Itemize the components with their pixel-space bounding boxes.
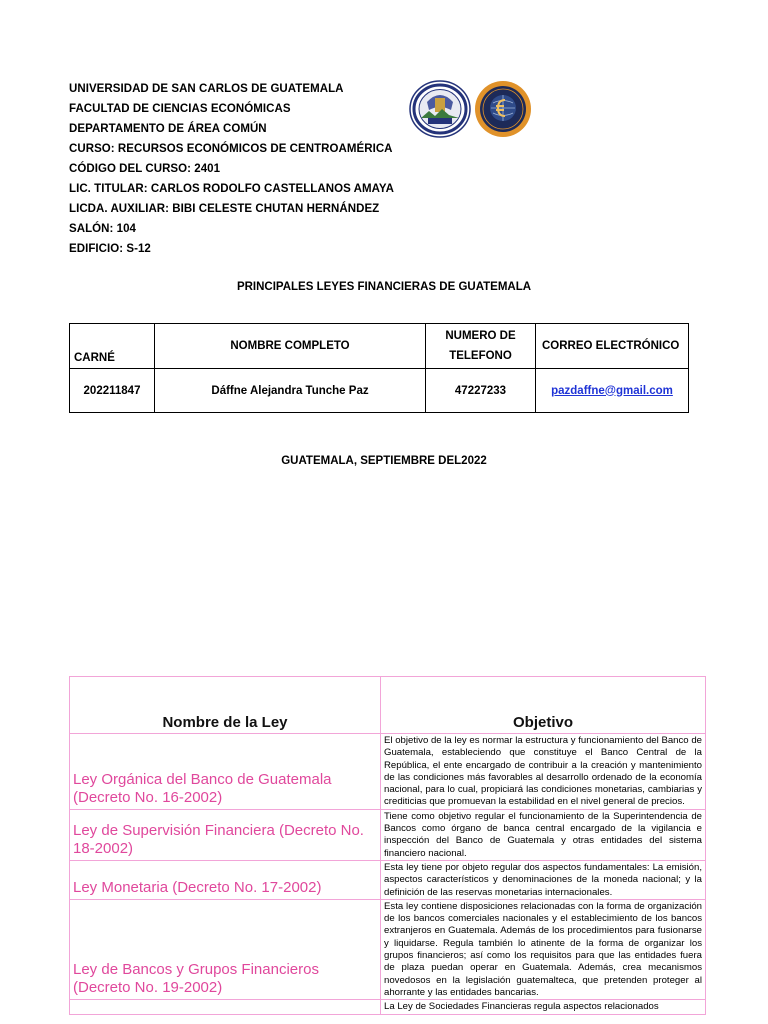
course-name: CURSO: RECURSOS ECONÓMICOS DE CENTROAMÉRICA (69, 143, 393, 155)
header-phone-line1: NUMERO DE (445, 330, 516, 342)
law-row (70, 809, 706, 860)
header-carne: CARNÉ (70, 324, 155, 369)
law-row (70, 860, 706, 899)
financial-laws-table (69, 676, 706, 1015)
law-objective: Esta ley contiene disposiciones relacionadas con la forma de organización de los bancos comerciales nacionales y el establecimiento de los bancos extranjeros en Guatemala. Además de los procedimientos para fusionarse y liquidarse. Regula también lo atinente de la forma de organizar los grupos financieros; así como los requisitos para que las entidades fuera de plaza puedan operar en Guatemala. Además, crea mecanismos novedosos en la legislación guatemalteca, que pretenden proteger al ahorrante y las entidades bancarias. (381, 899, 706, 999)
university-name: UNIVERSIDAD DE SAN CARLOS DE GUATEMALA (69, 83, 344, 95)
student-full-name: Dáffne Alejandra Tunche Paz (155, 369, 426, 413)
student-info-table (69, 323, 689, 413)
law-objective: Esta ley tiene por objeto regular dos aspectos fundamentales: La emisión, aspectos característicos y denominaciones de la moneda nacional; y la definición de las reservas monetarias internacionales. (381, 860, 706, 899)
law-objective: Tiene como objetivo regular el funcionamiento de la Superintendencia de Bancos como órgano de banca central encargado de la vigilancia e inspección del Banco de Guatemala y otras entidades del sistema financiero nacional. (381, 809, 706, 860)
student-carne: 202211847 (70, 369, 155, 413)
header-objective: Objetivo (381, 677, 706, 734)
student-email-link[interactable]: pazdaffne@gmail.com (551, 384, 673, 397)
classroom: SALÓN: 104 (69, 223, 136, 235)
law-name: Ley Orgánica del Banco de Guatemala (Decreto No. 16-2002) (70, 734, 381, 810)
law-name: Ley de Bancos y Grupos Financieros (Decreto No. 19-2002) (70, 899, 381, 999)
date-line: GUATEMALA, SEPTIEMBRE DEL2022 (281, 455, 487, 467)
law-name: Ley Monetaria (Decreto No. 17-2002) (70, 860, 381, 899)
document-title: PRINCIPALES LEYES FINANCIERAS DE GUATEMALA (236, 281, 532, 293)
student-phone: 47227233 (426, 369, 536, 413)
header-phone-number (426, 324, 536, 369)
law-objective: El objetivo de la ley es normar la estructura y funcionamiento del Banco de Guatemala, estableciendo que constituye el Banco Central de la República, el ente encargado de contribuir a la creación y mantenimiento de las condiciones más favorables al desarrollo ordenado de la economía nacional, para lo cual, propiciará las condiciones monetarias, cambiarias y crediticias que promuevan la estabilidad en el nivel general de precios. (381, 734, 706, 810)
header-full-name: NOMBRE COMPLETO (155, 324, 426, 369)
header-email: CORREO ELECTRÓNICO (536, 324, 689, 369)
header-block (69, 80, 409, 260)
law-name (70, 1000, 381, 1014)
law-row (70, 734, 706, 810)
faculty-economics-seal-icon (474, 80, 532, 138)
law-objective: La Ley de Sociedades Financieras regula aspectos relacionados (381, 1000, 706, 1014)
course-code: CÓDIGO DEL CURSO: 2401 (69, 163, 221, 175)
law-name: Ley de Supervisión Financiera (Decreto No. 18-2002) (70, 809, 381, 860)
university-seal-icon (409, 80, 471, 138)
building: EDIFICIO: S-12 (69, 243, 151, 255)
header-phone-line2: TELEFONO (449, 350, 512, 362)
student-email-cell (536, 369, 689, 413)
student-table-row (70, 369, 689, 413)
student-table-header-row (70, 324, 689, 369)
auxiliary-professor: LICDA. AUXILIAR: BIBI CELESTE CHUTAN HERNÁNDEZ (69, 203, 380, 215)
titular-professor: LIC. TITULAR: CARLOS RODOLFO CASTELLANOS AMAYA (69, 183, 394, 195)
law-row (70, 1000, 706, 1014)
department-name: DEPARTAMENTO DE ÁREA COMÚN (69, 123, 267, 135)
header-law-name: Nombre de la Ley (70, 677, 381, 734)
laws-table-header-row (70, 677, 706, 734)
faculty-name: FACULTAD DE CIENCIAS ECONÓMICAS (69, 103, 291, 115)
law-row (70, 899, 706, 999)
